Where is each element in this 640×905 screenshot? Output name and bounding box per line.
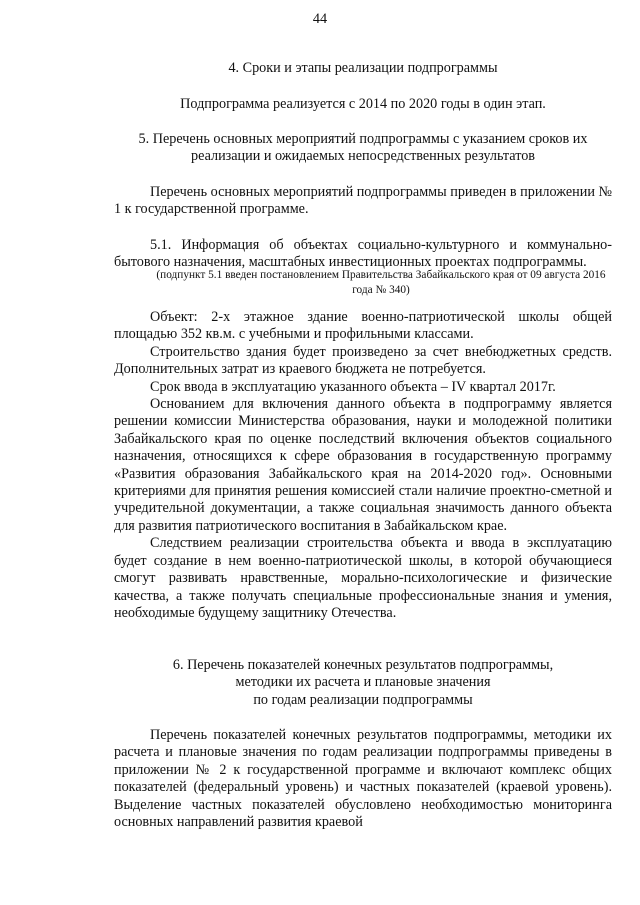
section5-1-heading: 5.1. Информация об объектах социально-культурного и коммунально-бытового назначения, масштабных инвестиционных проектах подпрограммы. [114, 237, 612, 271]
section5-1-note: (подпункт 5.1 введен постановлением Правительства Забайкальского края от 09 августа 2016 года № 340) [156, 269, 606, 296]
section5-heading: 5. Перечень основных мероприятий подпрограммы с указанием сроков их реализации и ожидаемых непосредственных результатов [138, 131, 588, 165]
section5-text-block [114, 184, 612, 219]
section6-heading-line-1: 6. Перечень показателей конечных результатов подпрограммы, [172, 657, 554, 673]
section6-heading-line-3: по годам реализации подпрограммы [253, 691, 473, 708]
section6-text: Перечень показателей конечных результатов подпрограммы, методики их расчета и плановые значения по годам реализации подпрограммы приведены в приложении № 2 к государственной программе и включают комплекс общих показателей (федеральный уровень) и частных показателей (краевой уровень). Выделение частных показателей обусловлено необходимостью мониторинга основных направлений развития краевой [114, 727, 612, 831]
paragraph-result: Следствием реализации строительства объекта и ввода в эксплуатацию будет создание в нем военно-патриотической школы, в которой обучающиеся смогут развивать нравственные, морально-психологические и физические качества, а также получать специальные профессиональные знания и умения, необходимые будущему защитнику Отечества. [114, 535, 612, 621]
section4-text: Подпрограмма реализуется с 2014 по 2020 годы в один этап. [180, 96, 546, 112]
paragraph-object: Объект: 2-х этажное здание военно-патриотической школы общей площадью 352 кв.м. с учебными и профильными классами. [114, 309, 612, 343]
section6-heading-line-2: методики их расчета и плановые значения [235, 674, 491, 691]
paragraph-basis: Основанием для включения данного объекта в подпрограмму является решении комиссии Министерства образования, науки и молодежной политики Забайкальского края по оценке последствий включения объектов социального назначения, относящихся к сфере образования в государственную программу «Развития образования Забайкальского края на 2014-2020 год». Основными критериями для принятия решения комиссией стали наличие проектно-сметной и учредительной документации, а также социальная значимость данного объекта для развития патриотического воспитания в Забайкальском крае. [114, 396, 612, 534]
section5-1-body [114, 309, 612, 622]
page-number: 44 [312, 11, 328, 27]
section6-heading [114, 657, 612, 709]
paragraph-funding: Строительство здания будет произведено за счет внебюджетных средств. Дополнительных затрат из краевого бюджета не потребуется. [114, 343, 612, 378]
section5-text: Перечень основных мероприятий подпрограммы приведен в приложении № 1 к государственной программе. [114, 184, 613, 218]
paragraph-deadline: Срок ввода в эксплуатацию указанного объекта – IV квартал 2017г. [150, 378, 556, 395]
section5-1-heading-block [114, 237, 612, 272]
section6-body [114, 727, 612, 831]
section4-heading: 4. Сроки и этапы реализации подпрограммы [228, 60, 498, 76]
